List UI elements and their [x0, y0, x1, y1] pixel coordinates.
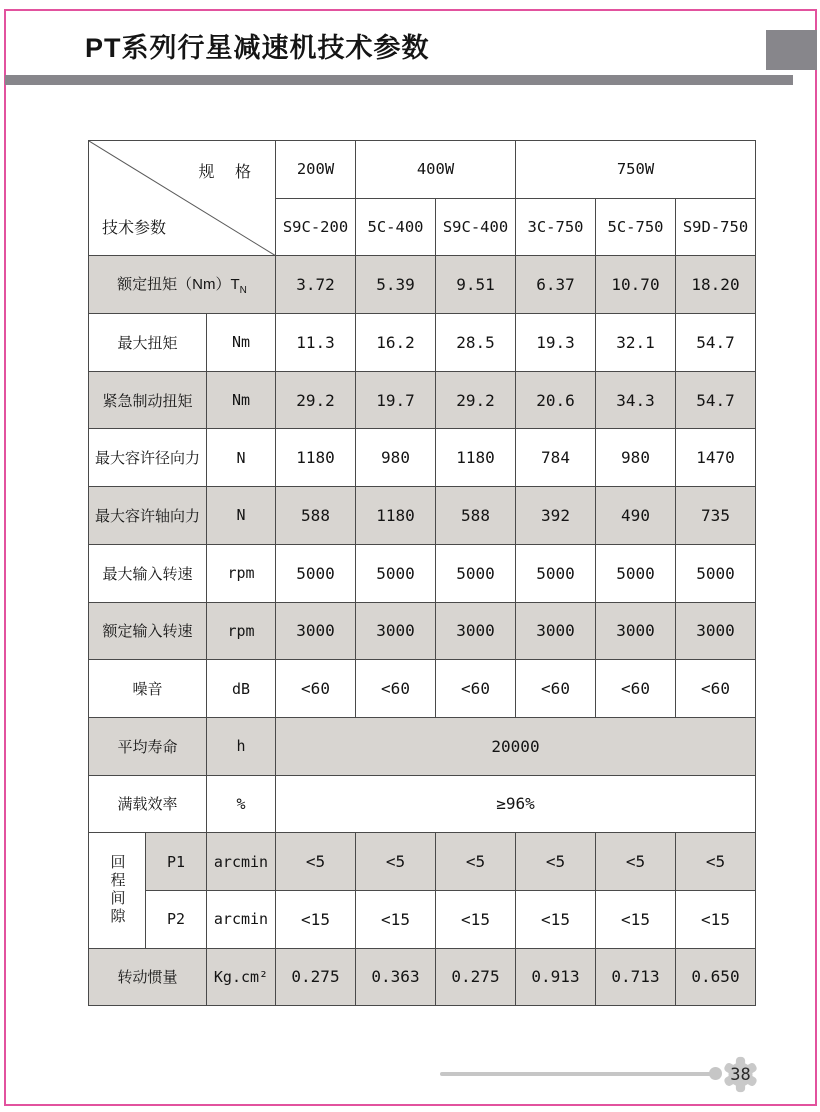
- cell-value: 735: [676, 487, 756, 545]
- row-label: 最大扭矩: [89, 314, 207, 372]
- row-unit: h: [207, 717, 276, 775]
- cell-value: 9.51: [436, 256, 516, 314]
- row-unit: rpm: [207, 602, 276, 660]
- corner-spec-label: 规 格: [198, 164, 259, 181]
- cell-value: 490: [596, 487, 676, 545]
- row-unit: arcmin: [207, 890, 276, 948]
- page-number: 38: [730, 1064, 751, 1085]
- cell-value: 11.3: [276, 314, 356, 372]
- footer-rule: [440, 1072, 716, 1076]
- cell-value: 0.363: [356, 948, 436, 1006]
- cell-value: 0.275: [436, 948, 516, 1006]
- cell-value: <15: [356, 890, 436, 948]
- row-unit: Nm: [207, 371, 276, 429]
- cell-value: <15: [516, 890, 596, 948]
- row-unit: rpm: [207, 544, 276, 602]
- cell-value: 0.913: [516, 948, 596, 1006]
- cell-value: 0.275: [276, 948, 356, 1006]
- backlash-group-label: 回程间隙: [89, 833, 146, 948]
- cell-value: 3000: [676, 602, 756, 660]
- cell-value: 588: [436, 487, 516, 545]
- cell-value: <60: [436, 660, 516, 718]
- cell-value: 19.7: [356, 371, 436, 429]
- cell-value: 32.1: [596, 314, 676, 372]
- cell-value: <5: [276, 833, 356, 891]
- cell-value-merged: ≥96%: [276, 775, 756, 833]
- row-unit: %: [207, 775, 276, 833]
- power-group-header: 400W: [356, 141, 516, 199]
- table-row: [89, 371, 756, 429]
- table-row: [89, 948, 756, 1006]
- model-header: S9C-200: [276, 198, 356, 256]
- cell-value: 5000: [596, 544, 676, 602]
- row-sublabel: P2: [146, 890, 207, 948]
- table-row: [89, 544, 756, 602]
- cell-value: 3000: [436, 602, 516, 660]
- cell-value: 18.20: [676, 256, 756, 314]
- cell-value: 5000: [356, 544, 436, 602]
- row-label: [89, 256, 276, 314]
- cell-value: 3000: [516, 602, 596, 660]
- cell-value: 3000: [596, 602, 676, 660]
- cell-value: 588: [276, 487, 356, 545]
- cell-value: 784: [516, 429, 596, 487]
- cell-value: <5: [676, 833, 756, 891]
- cell-value: <15: [276, 890, 356, 948]
- cell-value: 29.2: [436, 371, 516, 429]
- page-title: PT系列行星减速机技术参数: [85, 33, 430, 63]
- corner-param-label: 技术参数: [102, 220, 167, 238]
- cell-value: <60: [516, 660, 596, 718]
- cell-value: 5000: [276, 544, 356, 602]
- row-label: 最大容许轴向力: [89, 487, 207, 545]
- row-unit: Kg.cm²: [207, 948, 276, 1006]
- header-corner-box: [766, 30, 817, 70]
- cell-value: 16.2: [356, 314, 436, 372]
- cell-value: 54.7: [676, 371, 756, 429]
- row-label-subscript: N: [239, 285, 247, 297]
- cell-value: <60: [276, 660, 356, 718]
- row-label: 紧急制动扭矩: [89, 371, 207, 429]
- cell-value: 1180: [436, 429, 516, 487]
- model-header: S9C-400: [436, 198, 516, 256]
- row-label: 最大输入转速: [89, 544, 207, 602]
- row-unit: N: [207, 429, 276, 487]
- model-header: 5C-400: [356, 198, 436, 256]
- table-row: [89, 429, 756, 487]
- row-unit: Nm: [207, 314, 276, 372]
- row-label: 额定输入转速: [89, 602, 207, 660]
- row-label: 满载效率: [89, 775, 207, 833]
- title-underline-bar: [5, 75, 793, 85]
- table-row: [89, 717, 756, 775]
- cell-value: <15: [596, 890, 676, 948]
- cell-value: <15: [436, 890, 516, 948]
- cell-value: 29.2: [276, 371, 356, 429]
- row-label-text: 额定扭矩（Nm）T: [117, 276, 240, 294]
- table-row: [89, 314, 756, 372]
- cell-value: 28.5: [436, 314, 516, 372]
- cell-value: 1470: [676, 429, 756, 487]
- cell-value: <5: [596, 833, 676, 891]
- cell-value: 5000: [516, 544, 596, 602]
- cell-value: <60: [356, 660, 436, 718]
- model-header: S9D-750: [676, 198, 756, 256]
- table-row: [89, 256, 756, 314]
- spec-table: [88, 140, 756, 1006]
- cell-value: 0.713: [596, 948, 676, 1006]
- cell-value: 1180: [356, 487, 436, 545]
- cell-value: 5.39: [356, 256, 436, 314]
- table-row: [89, 487, 756, 545]
- cell-value: 392: [516, 487, 596, 545]
- cell-value: 980: [596, 429, 676, 487]
- table-row: [89, 890, 756, 948]
- page-number-gear-icon: [722, 1056, 759, 1093]
- cell-value: 54.7: [676, 314, 756, 372]
- cell-value: 20.6: [516, 371, 596, 429]
- cell-value: <60: [596, 660, 676, 718]
- cell-value: 3.72: [276, 256, 356, 314]
- cell-value: <15: [676, 890, 756, 948]
- row-unit: dB: [207, 660, 276, 718]
- cell-value: 3000: [356, 602, 436, 660]
- cell-value: 6.37: [516, 256, 596, 314]
- table-row: [89, 833, 756, 891]
- cell-value: 1180: [276, 429, 356, 487]
- table-row: [89, 775, 756, 833]
- table-corner-cell: [89, 141, 276, 256]
- cell-value-merged: 20000: [276, 717, 756, 775]
- row-label: 噪音: [89, 660, 207, 718]
- cell-value: 980: [356, 429, 436, 487]
- cell-value: <60: [676, 660, 756, 718]
- cell-value: 3000: [276, 602, 356, 660]
- power-group-header: 200W: [276, 141, 356, 199]
- cell-value: 0.650: [676, 948, 756, 1006]
- table-row: [89, 602, 756, 660]
- cell-value: 5000: [676, 544, 756, 602]
- cell-value: <5: [516, 833, 596, 891]
- table-row: [89, 660, 756, 718]
- power-group-header: 750W: [516, 141, 756, 199]
- row-label: 最大容许径向力: [89, 429, 207, 487]
- cell-value: <5: [436, 833, 516, 891]
- model-header: 3C-750: [516, 198, 596, 256]
- row-label: 平均寿命: [89, 717, 207, 775]
- cell-value: 19.3: [516, 314, 596, 372]
- row-unit: arcmin: [207, 833, 276, 891]
- footer-rule-end-dot: [709, 1067, 722, 1080]
- row-unit: N: [207, 487, 276, 545]
- row-label: 转动惯量: [89, 948, 207, 1006]
- cell-value: <5: [356, 833, 436, 891]
- model-header: 5C-750: [596, 198, 676, 256]
- row-sublabel: P1: [146, 833, 207, 891]
- cell-value: 5000: [436, 544, 516, 602]
- cell-value: 10.70: [596, 256, 676, 314]
- cell-value: 34.3: [596, 371, 676, 429]
